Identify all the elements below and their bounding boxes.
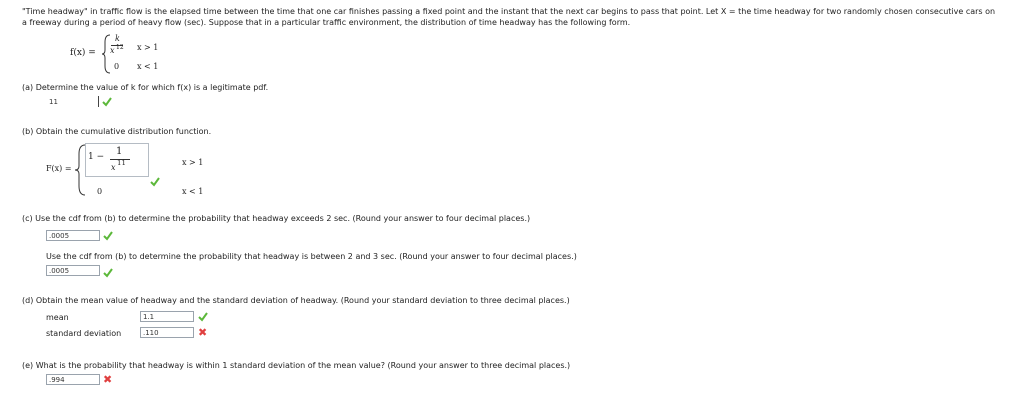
- part-d-question: (d) Obtain the mean value of headway and the standard deviation of headway. (Round your standard deviation to three decimal places.): [22, 296, 570, 305]
- part-a-question: (a) Determine the value of k for which f(x) is a legitimate pdf.: [22, 83, 269, 92]
- cdf-numerator: 1: [116, 146, 123, 157]
- part-e-question: (e) What is the probability that headway is within 1 standard deviation of the mean value? (Round your answer to three decimal places.): [22, 361, 571, 370]
- part-c-question-2: Use the cdf from (b) to determine the probability that headway is between 2 and 3 sec. (Round your answer to four decimal places.): [46, 252, 577, 261]
- intro-line-2: a freeway during a period of heavy flow (sec). Suppose that in a particular traffic environment, the distribution of time headway has the following form.: [22, 18, 631, 27]
- check-icon: [103, 231, 113, 241]
- check-icon: [150, 177, 160, 187]
- check-icon: [103, 268, 113, 278]
- cdf-condition-2: x < 1: [182, 187, 204, 196]
- part-c-question-1: (c) Use the cdf from (b) to determine the probability that headway exceeds 2 sec. (Round your answer to four decimal places.): [22, 214, 531, 223]
- cross-icon: ✖: [198, 326, 208, 339]
- cdf-one-minus: 1 −: [88, 152, 105, 162]
- mean-label: mean: [46, 313, 69, 322]
- text-cursor: [98, 96, 99, 107]
- check-icon: [102, 97, 112, 107]
- part-a-answer-field[interactable]: 11: [46, 96, 98, 107]
- cdf-lhs: F(x) =: [46, 164, 72, 173]
- part-e-answer-field[interactable]: .994: [46, 374, 100, 385]
- standard-deviation-field[interactable]: .110: [140, 327, 194, 338]
- pdf-condition-1: x > 1: [137, 43, 159, 52]
- pdf-lhs: f(x) =: [70, 48, 96, 58]
- intro-line-1: "Time headway" in traffic flow is the elapsed time between the time that one car finishes passing a fixed point and the instant that the next car begins to pass that point. Let X = the time headway for two randomly chosen consecutive cars on: [22, 7, 996, 16]
- pdf-condition-2: x < 1: [137, 62, 159, 71]
- check-icon: [198, 312, 208, 322]
- pdf-zero: 0: [114, 62, 120, 71]
- mean-field[interactable]: 1.1: [140, 311, 194, 322]
- cdf-denominator-exponent: 11: [117, 159, 126, 167]
- pdf-numerator: k: [115, 34, 120, 43]
- part-b-question: (b) Obtain the cumulative distribution function.: [22, 127, 212, 136]
- cdf-denominator-base: x: [111, 163, 116, 172]
- part-c-answer-1-field[interactable]: .0005: [46, 230, 100, 241]
- cross-icon: ✖: [103, 373, 113, 386]
- cdf-condition-1: x > 1: [182, 158, 204, 167]
- part-c-answer-2-field[interactable]: .0005: [46, 265, 100, 276]
- cdf-zero: 0: [97, 187, 103, 196]
- pdf-denominator-base: x: [110, 46, 115, 55]
- problem-intro: [22, 6, 1022, 28]
- standard-deviation-label: standard deviation: [46, 329, 122, 338]
- pdf-denominator-exponent: 12: [116, 44, 124, 51]
